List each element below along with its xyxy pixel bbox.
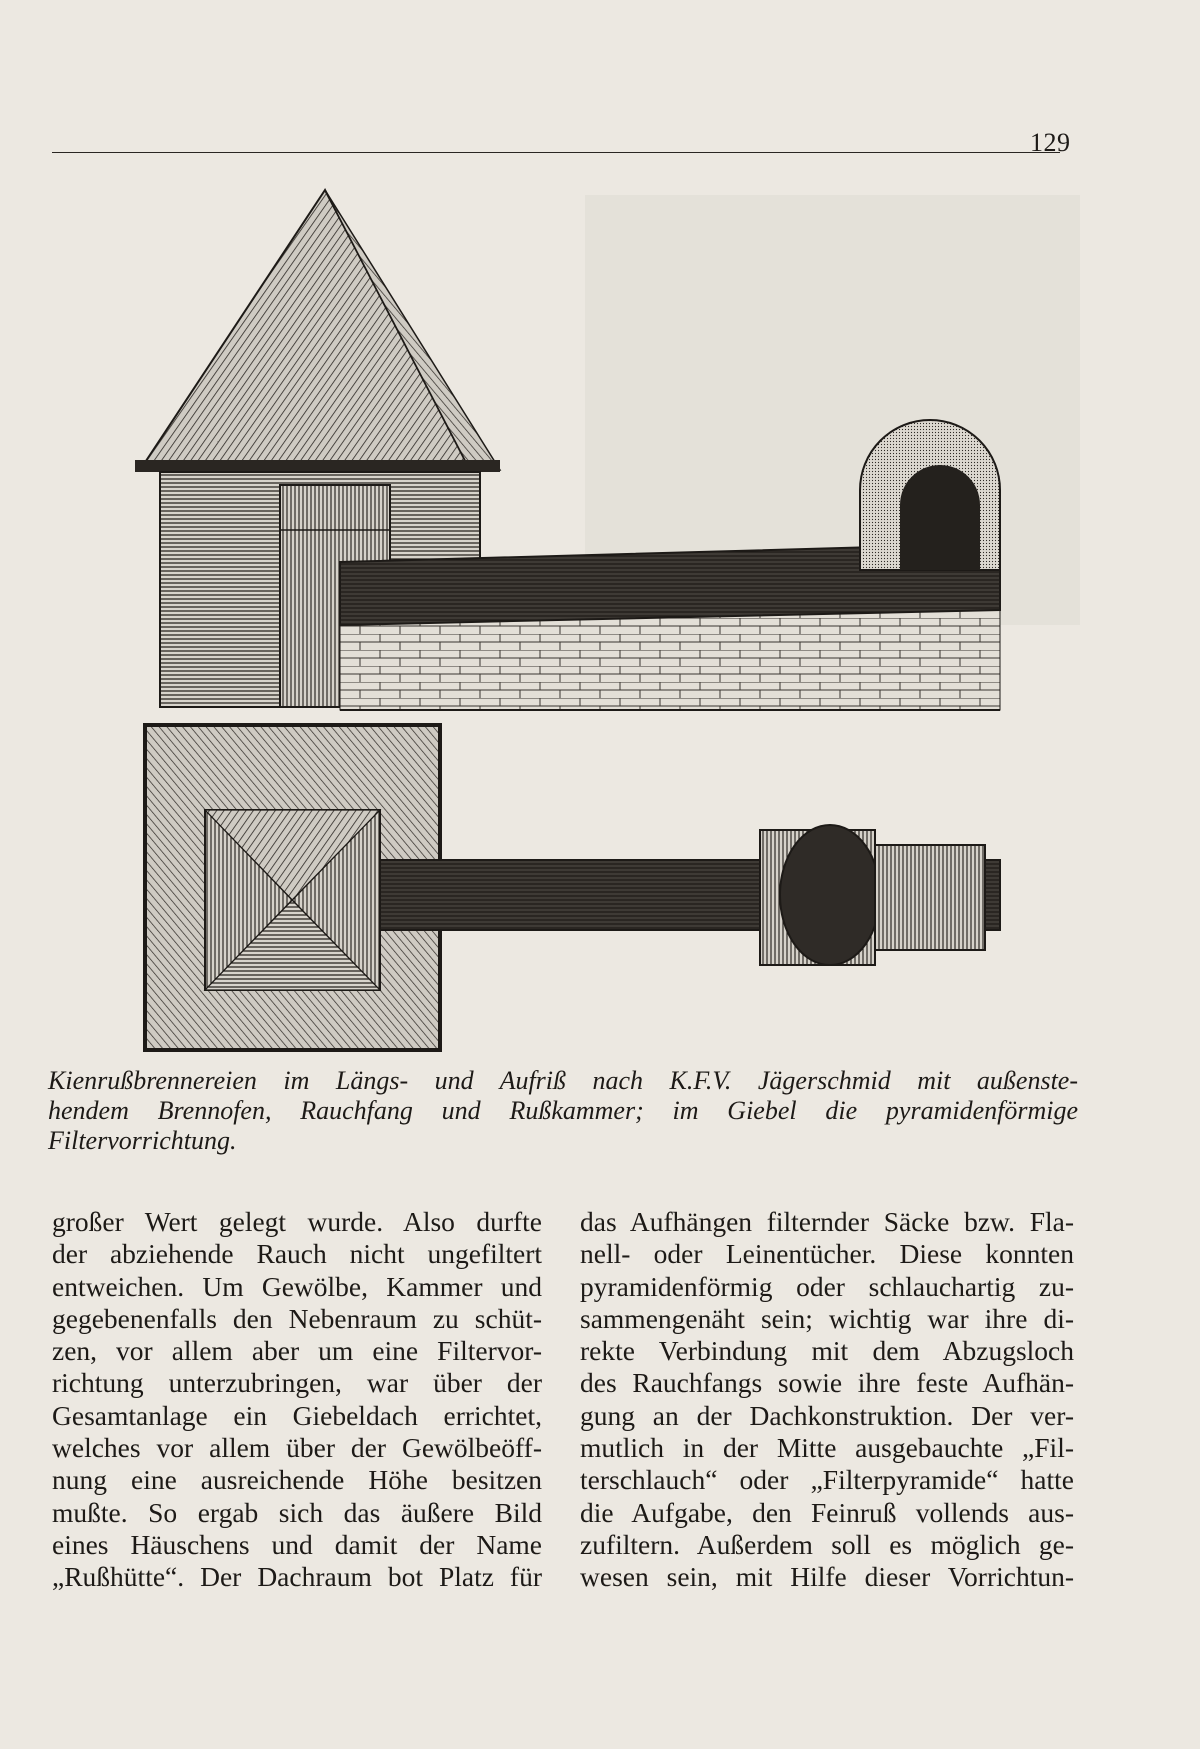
text-line: welches vor allem über der Gewölbeöff-	[52, 1432, 542, 1464]
text-line: richtung unterzubringen, war über der	[52, 1367, 542, 1399]
text-line: die Aufgabe, den Feinruß vollends aus-	[580, 1496, 1074, 1528]
text-line: das Aufhängen filternder Säcke bzw. Fla-	[580, 1206, 1074, 1237]
text-line: zufiltern. Außerdem soll es möglich ge-	[580, 1528, 1074, 1560]
text-line: wesen sein, mit Hilfe dieser Vorrichtun-	[580, 1561, 1074, 1593]
text-line: der abziehende Rauch nicht ungefiltert	[52, 1238, 542, 1270]
text-line: Gesamtanlage ein Giebeldach errichtet,	[52, 1399, 542, 1431]
caption-line: Kienrußbrennereien im Längs- und Aufriß nach K.F.V. Jägerschmid mit außenste-	[48, 1066, 1078, 1095]
text-line: mußte. So ergab sich das äußere Bild	[52, 1496, 542, 1528]
header-rule	[52, 152, 1060, 153]
text-line: gegebenenfalls den Nebenraum zu schüt-	[52, 1302, 542, 1334]
text-line: eines Häuschens und damit der Name	[52, 1528, 542, 1560]
text-line: entweichen. Um Gewölbe, Kammer und	[52, 1270, 542, 1302]
figure-caption	[48, 1066, 1078, 1156]
text-line: nung eine ausreichende Höhe besitzen	[52, 1464, 542, 1496]
body-text-left-column	[52, 1206, 542, 1594]
caption-line: hendem Brennofen, Rauchfang und Rußkammer; im Giebel die pyramidenförmige	[48, 1096, 1078, 1125]
elevation-roof	[135, 190, 500, 472]
text-line: nell- oder Leinentücher. Diese konnten	[580, 1238, 1074, 1270]
text-line: des Rauchfangs sowie ihre feste Aufhän-	[580, 1367, 1074, 1399]
text-line: zen, vor allem aber um eine Filtervor-	[52, 1335, 542, 1367]
text-line: pyramidenförmig oder schlauchartig zu-	[580, 1270, 1074, 1302]
body-text-right-column	[580, 1206, 1074, 1594]
text-line: terschlauch“ oder „Filterpyramide“ hatte	[580, 1464, 1074, 1496]
text-line: sammengenäht sein; wichtig war ihre di-	[580, 1302, 1074, 1334]
plan-flue-and-furnace	[380, 825, 1000, 965]
text-line: gung an der Dachkonstruktion. Der ver-	[580, 1399, 1074, 1431]
caption-line: Filtervorrichtung.	[48, 1126, 237, 1155]
text-line: mutlich in der Mitte ausgebauchte „Fil-	[580, 1432, 1074, 1464]
page-number: 129	[1030, 128, 1071, 157]
text-line: „Rußhütte“. Der Dachraum bot Platz für	[52, 1561, 542, 1593]
soot-house-illustration	[130, 170, 1080, 1070]
text-line: großer Wert gelegt wurde. Also durfte	[52, 1206, 542, 1237]
text-line: rekte Verbindung mit dem Abzugsloch	[580, 1335, 1074, 1367]
